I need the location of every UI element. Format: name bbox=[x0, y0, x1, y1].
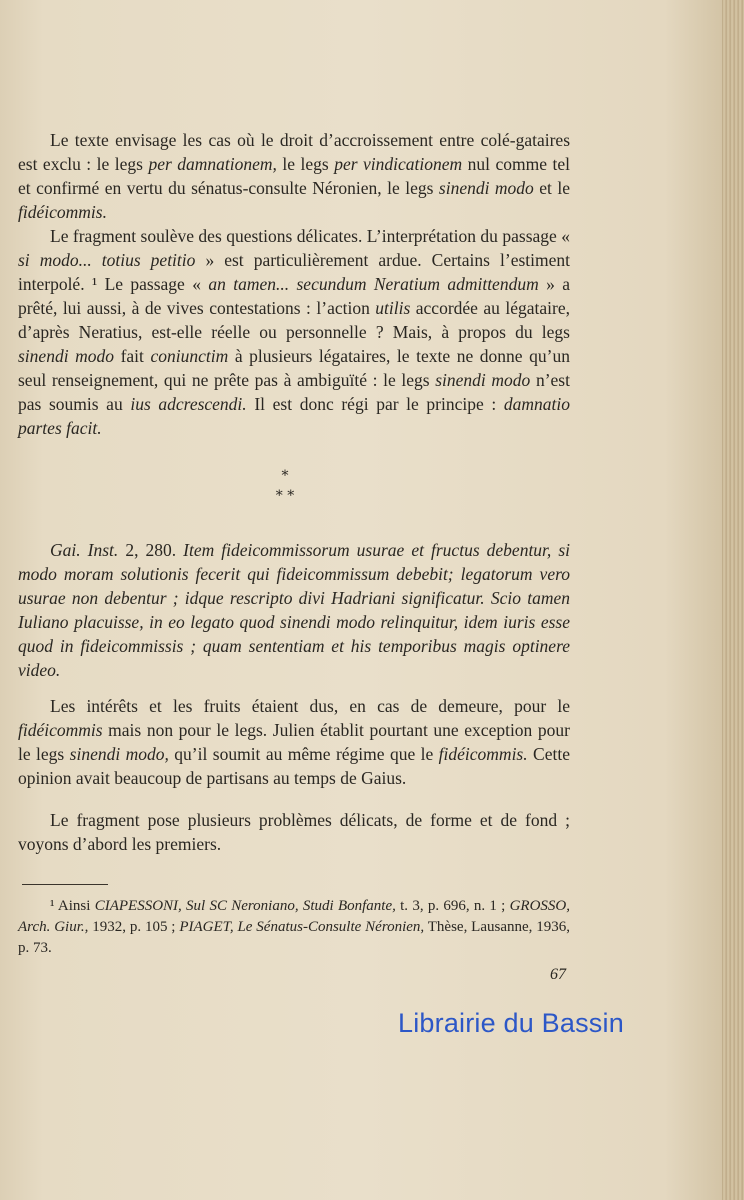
footnote-1 bbox=[18, 896, 570, 959]
text-run: fait bbox=[114, 346, 151, 366]
text-run: 1932, p. 105 ; bbox=[88, 919, 180, 935]
paragraph-text bbox=[18, 128, 570, 224]
text-run: Il est donc régi par le principe : bbox=[246, 394, 504, 414]
text-run: » a prêté, lui aussi, à de vives contestations : l’action bbox=[18, 274, 570, 318]
italic-run: CIAPESSONI, Sul SC Neroniano, Studi Bonfante, bbox=[94, 898, 396, 914]
italic-run: GROSSO, Arch. Giur., bbox=[18, 898, 570, 935]
text-run: et le bbox=[533, 178, 570, 198]
paragraph-text bbox=[18, 896, 570, 959]
paragraph-2 bbox=[18, 224, 570, 440]
text-run: à plusieurs légataires, le texte ne donne qu’un seul renseignement, qui ne prête pas à ambiguïté : le legs bbox=[18, 346, 570, 390]
italic-run: per damnationem, bbox=[148, 154, 277, 174]
paragraph-text bbox=[18, 224, 570, 440]
paragraph-3 bbox=[18, 694, 570, 790]
italic-run: an tamen... secundum Neratium admittendum bbox=[208, 274, 539, 294]
italic-run: damnatio partes facit. bbox=[18, 394, 571, 438]
text-run: mais non pour le legs. Julien établit pourtant une exception pour le legs bbox=[18, 720, 570, 764]
paragraph-text bbox=[18, 808, 570, 856]
italic-run: utilis bbox=[375, 298, 411, 318]
italic-run: per vindicationem bbox=[334, 154, 463, 174]
text-run: n’est pas soumis au bbox=[18, 370, 570, 414]
text-run: Cette opinion avait beaucoup de partisans au temps de Gaius. bbox=[18, 744, 570, 788]
paragraph-1 bbox=[18, 128, 570, 224]
italic-run: PIAGET, Le Sénatus-Consulte Néronien, bbox=[179, 919, 425, 935]
italic-run: sinendi modo bbox=[18, 346, 115, 366]
text-run: qu’il soumit au même régime que le bbox=[168, 744, 439, 764]
section-separator bbox=[255, 466, 315, 506]
text-run: Les intérêts et les fruits étaient dus, en cas de demeure, pour le bbox=[50, 696, 570, 716]
italic-run: fidéicommis. bbox=[18, 202, 107, 222]
italic-run: sinendi modo bbox=[438, 178, 534, 198]
paragraph-text bbox=[18, 538, 570, 682]
text-run: ¹ Ainsi bbox=[50, 898, 95, 914]
text-run: Le fragment pose plusieurs problèmes délicats, de forme et de fond ; voyons d’abord les premiers. bbox=[18, 810, 570, 854]
text-run: Le texte envisage les cas où le droit d’accroissement entre colé-gataires est exclu : le legs bbox=[18, 130, 570, 174]
italic-run: sinendi modo bbox=[435, 370, 531, 390]
text-run: 2, 280. bbox=[118, 540, 184, 560]
page-number: 67 bbox=[550, 966, 566, 983]
italic-run: coniunctim bbox=[150, 346, 229, 366]
text-run: t. 3, p. 696, n. 1 ; bbox=[395, 898, 510, 914]
text-run: Gai. Inst. bbox=[50, 540, 119, 560]
italic-run: fidéicommis. bbox=[438, 744, 528, 764]
paragraph-text bbox=[18, 694, 570, 790]
italic-run: si modo... totius petitio bbox=[18, 250, 196, 270]
separator-glyphs: * * * bbox=[275, 468, 295, 504]
text-run: Le fragment soulève des questions délicates. L’interprétation du passage « bbox=[50, 226, 570, 246]
book-spine-edge bbox=[722, 0, 744, 1200]
italic-run: sinendi modo, bbox=[69, 744, 169, 764]
footnote-rule bbox=[22, 884, 108, 885]
text-run: accordée au légataire, d’après Neratius, est-elle réelle ou personnelle ? Mais, à propos du legs bbox=[18, 298, 570, 342]
watermark-text: Librairie du Bassin bbox=[398, 1008, 624, 1038]
text-run: Thèse, Lausanne, 1936, p. 73. bbox=[18, 919, 570, 956]
text-run: Item fideicommissorum usurae et fructus debentur, si modo moram solutionis fecerit qui fideicommissum debebit; legatorum vero usurae non debentur ; idque rescripto divi Hadriani significatur. Scio tamen Iuliano placuisse, in eo legato quod sinendi modo relinquitur, idem iuris esse quod in fideicommissis ; quam sententiam et his temporibus magis optinere video. bbox=[18, 540, 571, 680]
paragraph-4 bbox=[18, 808, 570, 856]
text-run: nul comme tel et confirmé en vertu du sénatus-consulte Néronien, le legs bbox=[18, 154, 570, 198]
italic-run: ius adcrescendi. bbox=[130, 394, 247, 414]
text-run: » est particulièrement ardue. Certains l’estiment interpolé. ¹ Le passage « bbox=[18, 250, 570, 294]
gaius-quotation bbox=[18, 538, 570, 682]
text-run: le legs bbox=[276, 154, 335, 174]
italic-run: fidéicommis bbox=[18, 720, 103, 740]
